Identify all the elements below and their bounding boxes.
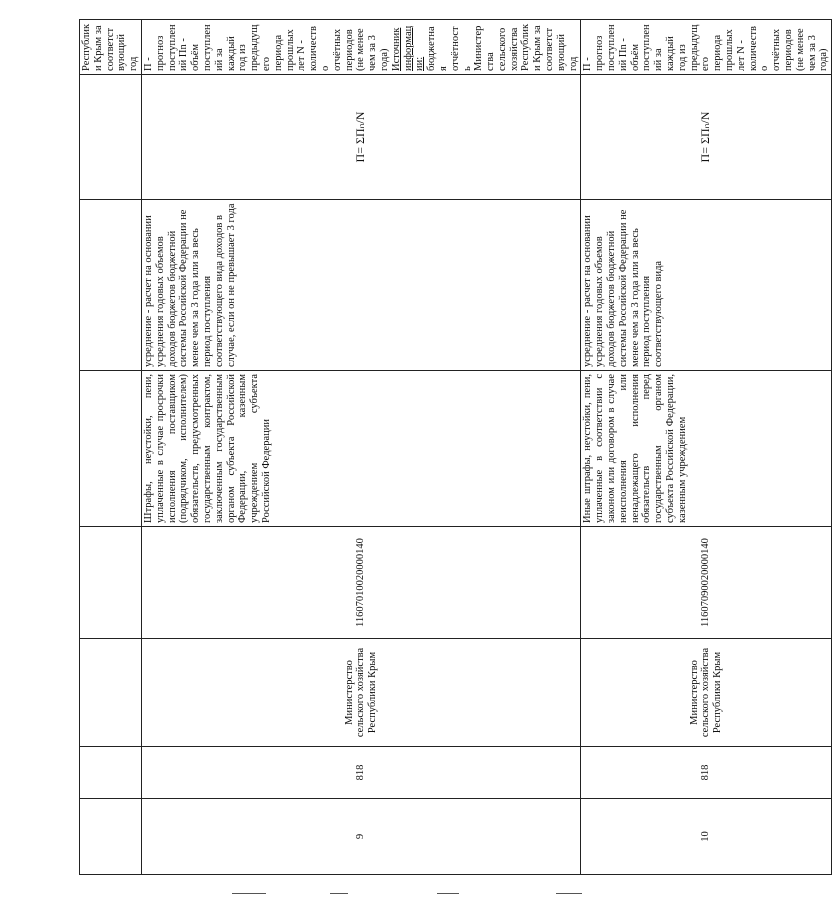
row-number: 9 bbox=[141, 799, 580, 875]
source-text: бюджетная отчётность Министерства сельского хозяйства Республики Крым за соответствующий год bbox=[426, 23, 579, 71]
kbk-code: 11607010020000140 bbox=[141, 527, 580, 639]
table-row-header-continuation bbox=[80, 20, 142, 875]
admin-name: Министерство сельского хозяйства Республики Крым bbox=[141, 639, 580, 747]
scan-artifact-line bbox=[330, 893, 348, 894]
revenue-forecast-table bbox=[79, 19, 832, 875]
source-label: Источник информации: bbox=[390, 25, 426, 71]
cell-admin-empty bbox=[80, 639, 142, 747]
row-number: 10 bbox=[581, 799, 832, 875]
cell-income-empty bbox=[80, 371, 142, 527]
calc-method: усреднение - расчет на основании усреднения годовых объемов доходов бюджетов бюджетной системы Российской Федерации не менее чем за 3 года или за весь период поступления соответствующего вида bbox=[581, 200, 832, 371]
rotated-table-container bbox=[79, 20, 830, 875]
cell-chapter-empty bbox=[80, 747, 142, 799]
formula-description: П - прогноз поступлений Пn - объём поступлений за каждый год из предыдущего периода прошлых лет N - количество отчётных периодов (не менее чем за 3 года) bbox=[581, 20, 832, 75]
cell-formula-empty bbox=[80, 75, 142, 200]
formula: П= ΣПₙ/N bbox=[581, 75, 832, 200]
income-name: Штрафы, неустойки, пени, уплаченные в случае просрочки исполнения поставщиком (подрядчиком, исполнителем) обязательств, предусмотренных государственным контрактом, заключенным государственным органом субъекта Российской Федерации, казенным учреждением субъекта Российской Федерации bbox=[141, 371, 580, 527]
chapter-code: 818 bbox=[141, 747, 580, 799]
income-name: Иные штрафы, неустойки, пени, уплаченные в соответствии с законом или договором в случае неисполнения или ненадлежащего исполнения обязательств перед государственным органом субъекта Российской Федерации, казенным учреждением bbox=[581, 371, 832, 527]
table-row bbox=[141, 20, 580, 875]
cell-method-empty bbox=[80, 200, 142, 371]
calc-method: усреднение - расчет на основании усреднения годовых объемов доходов бюджетов бюджетной системы Российской Федерации не менее чем за 3 года или за весь период поступления соответствующего вида доходов в случае, если он не превышает 3 года bbox=[141, 200, 580, 371]
scan-artifact-line bbox=[232, 893, 266, 894]
description-main: П - прогноз поступлений Пn - объём поступлений за каждый год из предыдущего периода прошлых лет N - количество отчётных периодов (не менее чем за 3 года) bbox=[142, 24, 390, 71]
admin-name: Министерство сельского хозяйства Республики Крым bbox=[581, 639, 832, 747]
cell-number-empty bbox=[80, 799, 142, 875]
scan-artifact-line bbox=[437, 893, 459, 894]
scan-artifact-line bbox=[556, 893, 582, 894]
table-row bbox=[581, 20, 832, 875]
formula-description bbox=[141, 20, 580, 75]
chapter-code: 818 bbox=[581, 747, 832, 799]
cell-methodology-tail: Республики Крым за соответствующий год bbox=[80, 20, 142, 75]
formula: П= ΣПₙ/N bbox=[141, 75, 580, 200]
cell-kbk-empty bbox=[80, 527, 142, 639]
kbk-code: 11607090020000140 bbox=[581, 527, 832, 639]
